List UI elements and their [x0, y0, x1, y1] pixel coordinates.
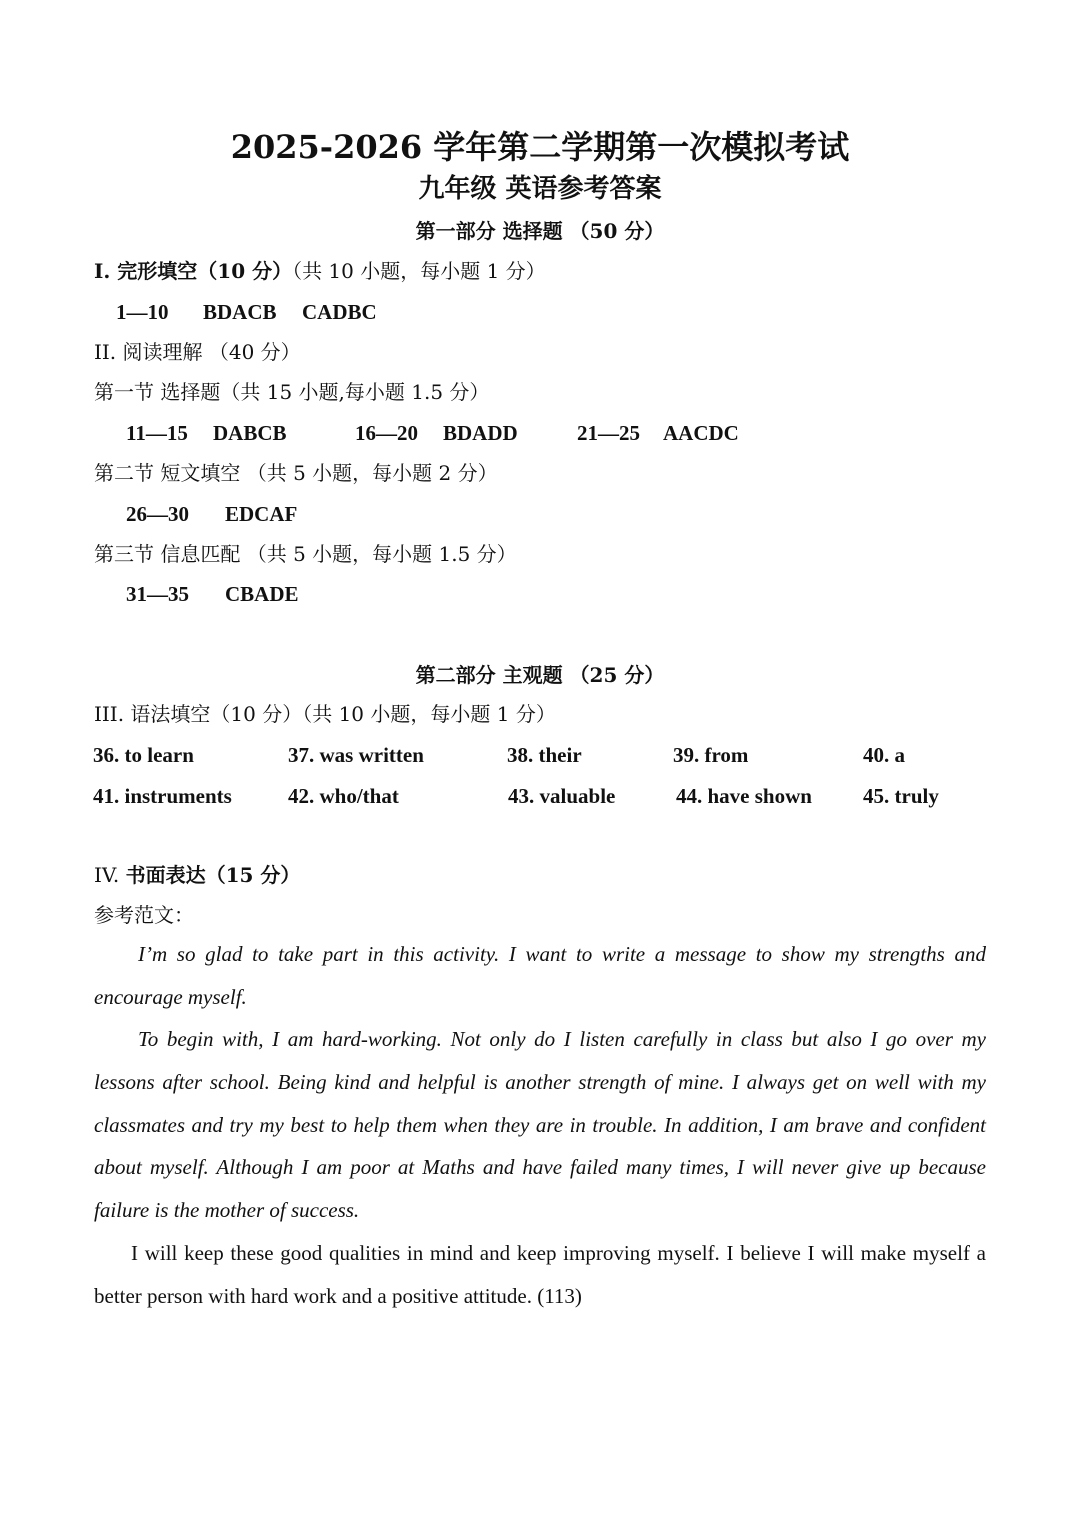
grammar-answer: 44. have shown: [676, 784, 812, 808]
sample-label: 参考范文：: [94, 903, 194, 927]
page-title: 2025-2026 学年第二学期第一次模拟考试: [230, 128, 850, 166]
grammar-answer: 41. instruments: [93, 784, 232, 808]
part1-heading: 第一部分 选择题 （50 分）: [415, 219, 665, 243]
reading-s2-label: 第二节 短文填空 （共 5 小题，每小题 2 分）: [94, 461, 498, 485]
essay-paragraph-2: To begin with, I am hard-working. Not only do I listen carefully in class but also I go over my lessons after school. Being kind and helpful is another strength of mine. I always get on well with my classmates and try my best to help them when they are in trouble. In addition, I am brave and confident about myself. Although I am poor at Maths and have failed many times, I will never give up because failure is the mother of success.: [94, 1027, 986, 1223]
writing-label-prefix: IV.: [94, 863, 120, 887]
essay-paragraph-3: I will keep these good qualities in mind and keep improving myself. I believe I will make myself a better person with hard work and a positive attitude. (113): [94, 1241, 986, 1308]
reading-s3-range: 31—35: [126, 582, 189, 606]
reading-label: II. 阅读理解 （40 分）: [94, 340, 301, 364]
essay-paragraph-1: I’m so glad to take part in this activity. I want to write a message to show my strengths and encourage myself.: [94, 942, 986, 1009]
cloze-answer-1: BDACB: [203, 300, 277, 324]
reading-s1-range-1: 11—15: [126, 421, 188, 445]
grammar-answer: 37. was written: [288, 743, 424, 767]
reading-s2-answer: EDCAF: [225, 502, 298, 526]
grammar-answer: 40. a: [863, 743, 905, 767]
grammar-label: III. 语法填空（10 分）（共 10 小题，每小题 1 分）: [94, 702, 556, 726]
reading-s1-range-2: 16—20: [355, 421, 418, 445]
page-subtitle: 九年级 英语参考答案: [418, 174, 662, 204]
cloze-label: I. 完形填空（10 分）: [94, 259, 293, 283]
reading-s1-label: 第一节 选择题（共 15 小题,每小题 1.5 分）: [94, 380, 490, 404]
reading-s3-label: 第三节 信息匹配 （共 5 小题，每小题 1.5 分）: [94, 542, 517, 566]
reading-s1-answer-1: DABCB: [213, 421, 287, 445]
reading-s1-answer-2: BDADD: [443, 421, 518, 445]
grammar-answer: 38. their: [507, 743, 582, 767]
grammar-answer: 36. to learn: [93, 743, 194, 767]
grammar-answer: 45. truly: [863, 784, 939, 808]
reading-s2-range: 26—30: [126, 502, 189, 526]
grammar-answer: 42. who/that: [288, 784, 399, 808]
grammar-answer: 43. valuable: [508, 784, 616, 808]
writing-label: 书面表达（15 分）: [125, 863, 301, 887]
writing-label-line: [94, 861, 300, 889]
reading-s1-range-3: 21—25: [577, 421, 640, 445]
cloze-label-line: [94, 257, 546, 285]
part2-heading: 第二部分 主观题 （25 分）: [415, 663, 665, 687]
reading-s3-answer: CBADE: [225, 582, 299, 606]
cloze-range: 1—10: [116, 300, 169, 324]
grammar-answer: 39. from: [673, 743, 749, 767]
cloze-note: （共 10 小题，每小题 1 分）: [292, 259, 546, 283]
reading-s1-answer-3: AACDC: [663, 421, 739, 445]
cloze-answer-2: CADBC: [302, 300, 377, 324]
